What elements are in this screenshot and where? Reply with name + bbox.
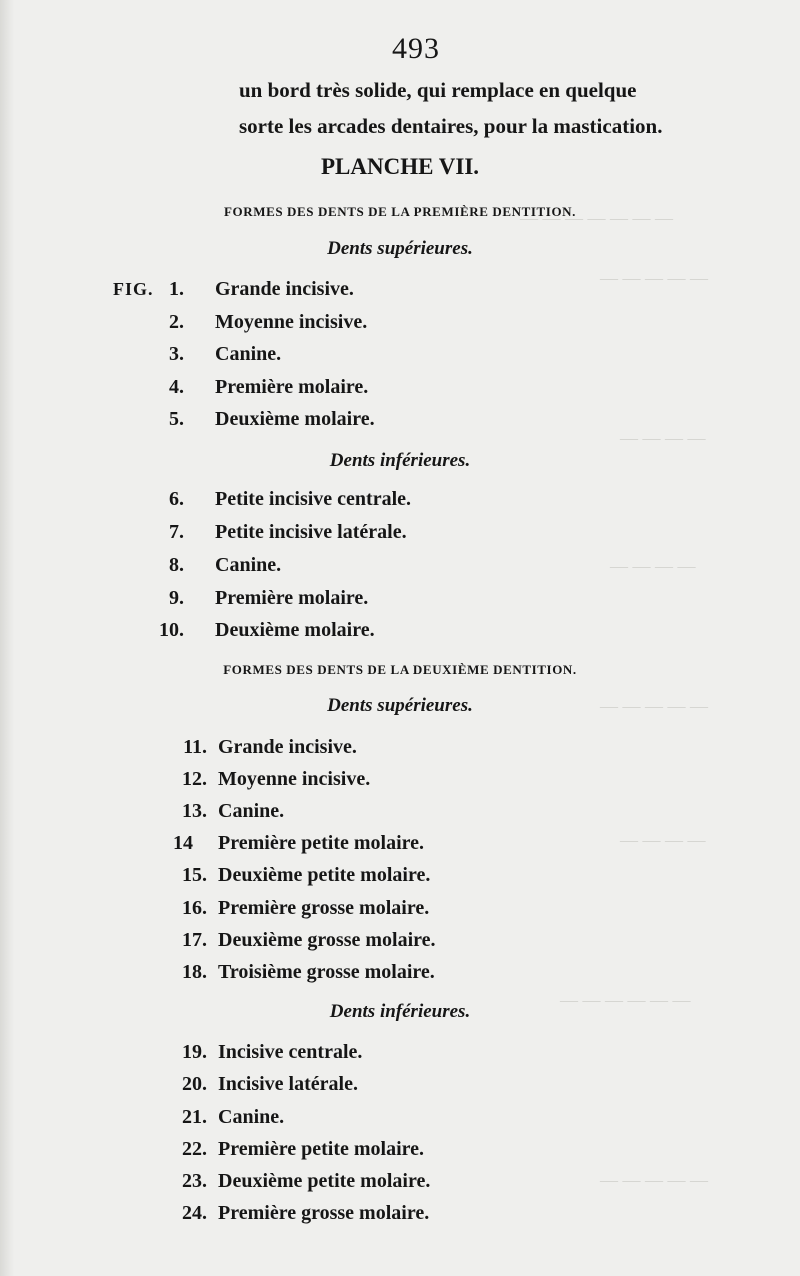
figure-number: 19. [182, 1041, 207, 1063]
bleed-through-texture: — — — — [620, 428, 706, 448]
continuation-line: un bord très solide, qui remplace en quelque [239, 78, 637, 102]
figure-number: 12. [182, 768, 207, 790]
figure-number: 13. [182, 800, 207, 822]
figure-number: 6. [169, 488, 184, 510]
figure-description: Deuxième petite molaire. [218, 864, 431, 886]
subheading-upper-teeth: Dents supérieures. [327, 238, 473, 259]
continuation-line: sorte les arcades dentaires, pour la mastication. [239, 114, 663, 138]
figure-number: 24. [182, 1202, 207, 1224]
figure-description: Canine. [218, 1106, 285, 1128]
bleed-through-texture: — — — — [610, 556, 696, 576]
figure-number: 18. [182, 961, 207, 983]
figure-number: 5. [169, 408, 184, 430]
subheading-lower-teeth: Dents inférieures. [329, 1001, 471, 1022]
figure-description: Moyenne incisive. [215, 311, 368, 333]
bleed-through-texture: — — — — [620, 830, 706, 850]
figure-description: Deuxième petite molaire. [218, 1170, 431, 1192]
figure-description: Canine. [218, 800, 285, 822]
figure-description: Première petite molaire. [218, 1138, 425, 1160]
bleed-through-texture: — — — — — [600, 696, 708, 716]
figure-description: Première grosse molaire. [218, 1202, 430, 1224]
figure-number: 21. [182, 1106, 207, 1128]
page-edge-shadow [0, 0, 14, 1276]
figure-number: 2. [169, 311, 184, 333]
figure-description: Deuxième molaire. [215, 619, 375, 641]
figure-description: Deuxième grosse molaire. [218, 929, 436, 951]
figure-description: Canine. [215, 554, 282, 576]
figure-description: Deuxième molaire. [215, 408, 375, 430]
figure-description: Incisive latérale. [218, 1073, 358, 1095]
figure-number: 1. [169, 278, 184, 300]
section-title-first-dentition: FORMES DES DENTS DE LA PREMIÈRE DENTITION. [223, 204, 577, 219]
fig-label: FIG. [113, 279, 154, 299]
figure-description: Petite incisive centrale. [215, 488, 412, 510]
figure-description: Première molaire. [215, 376, 369, 398]
figure-number: 23. [182, 1170, 207, 1192]
figure-number: 20. [182, 1073, 207, 1095]
figure-number: 7. [169, 521, 184, 543]
section-title-second-dentition: FORMES DES DENTS DE LA DEUXIÈME DENTITION. [223, 662, 577, 677]
figure-number: 8. [169, 554, 184, 576]
figure-description: Petite incisive latérale. [215, 521, 407, 543]
figure-description: Première petite molaire. [218, 832, 425, 854]
bleed-through-texture: — — — — — — — [520, 208, 673, 228]
bleed-through-texture: — — — — — — [560, 990, 691, 1010]
figure-description: Canine. [215, 343, 282, 365]
figure-number: 9. [169, 587, 184, 609]
bleed-through-texture: — — — — — [600, 1170, 708, 1190]
figure-description: Première grosse molaire. [218, 897, 430, 919]
subheading-lower-teeth: Dents inférieures. [329, 450, 471, 471]
figure-description: Moyenne incisive. [218, 768, 371, 790]
figure-description: Incisive centrale. [218, 1041, 363, 1063]
figure-number: 11. [183, 736, 207, 758]
figure-number: 15. [182, 864, 207, 886]
figure-number: 22. [182, 1138, 207, 1160]
figure-number: 4. [169, 376, 184, 398]
figure-description: Troisième grosse molaire. [218, 961, 435, 983]
figure-number: 17. [182, 929, 207, 951]
figure-number: 14 [173, 832, 193, 854]
subheading-upper-teeth: Dents supérieures. [327, 695, 473, 716]
figure-number: 10. [159, 619, 184, 641]
planche-title: PLANCHE VII. [320, 154, 480, 179]
figure-number: 3. [169, 343, 184, 365]
figure-number: 16. [182, 897, 207, 919]
figure-description: Première molaire. [215, 587, 369, 609]
bleed-through-texture: — — — — — [600, 268, 708, 288]
figure-description: Grande incisive. [215, 278, 354, 300]
page-number: 493 [392, 32, 440, 65]
figure-description: Grande incisive. [218, 736, 357, 758]
